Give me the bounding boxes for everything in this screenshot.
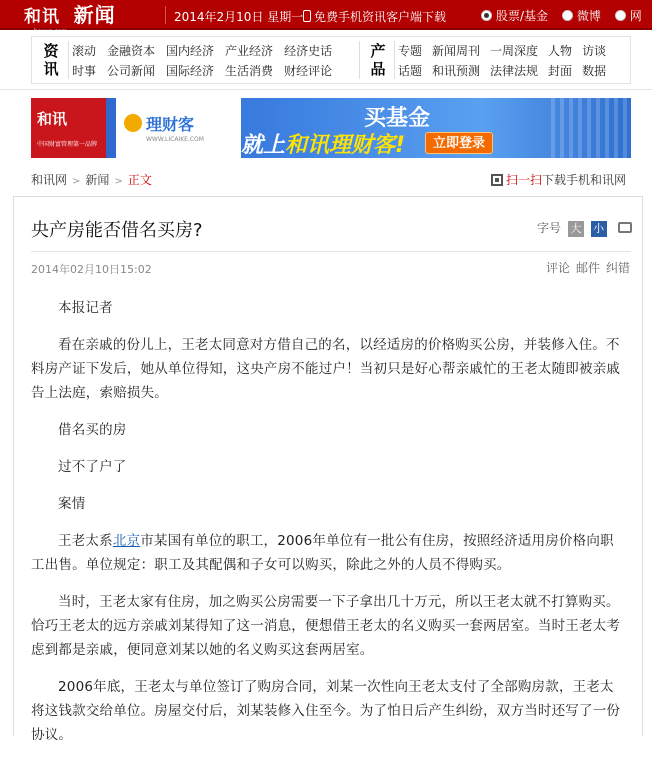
nav-link-people[interactable]: 人物 xyxy=(548,44,573,58)
nav-link-domestic-economy[interactable]: 国内经济 xyxy=(166,44,215,58)
divider xyxy=(31,251,631,252)
nav-link-weekly-depth[interactable]: 一周深度 xyxy=(490,44,539,58)
licaike-logo xyxy=(116,98,241,158)
font-size-large-button[interactable]: 大 xyxy=(568,221,584,237)
article-paragraph xyxy=(31,529,625,577)
scan-download-link[interactable] xyxy=(491,171,626,188)
font-size-small-button[interactable]: 小 xyxy=(591,221,607,237)
licaike-flower-icon xyxy=(124,114,142,132)
article-paragraph: 当时，王老太家有住房，加之购买公房需要一下子拿出几十万元，所以王老太就不打算购买。恰巧王老太的远方亲戚刘某得知了这一消息，便想借王老太的名义购买一套两居室。当时王老太考虑到都是亲戚，便同意刘某以她的名义购买这套两居室。 xyxy=(31,594,621,658)
publish-time: 2014年02月10日15:02 xyxy=(31,263,152,276)
radio-weibo[interactable] xyxy=(562,7,601,24)
breadcrumb-hexun[interactable]: 和讯网 xyxy=(31,173,68,187)
top-bar xyxy=(0,0,652,35)
radio-selected-icon xyxy=(481,10,492,21)
banner-slogan-prefix: 就上 xyxy=(241,133,286,158)
banner-slogan xyxy=(241,128,405,159)
nav-link-laws[interactable]: 法律法规 xyxy=(490,64,539,78)
article-title: 央产房能否借名买房? xyxy=(31,220,203,241)
nav-category-products xyxy=(363,42,393,78)
nav-category-char: 产 xyxy=(370,42,386,60)
divider xyxy=(165,6,166,24)
nav-link-finance-capital[interactable]: 金融资本 xyxy=(107,44,156,58)
radio-label: 股票/基金 xyxy=(496,9,549,23)
radio-web[interactable] xyxy=(615,7,642,24)
nav-link-consumer-life[interactable]: 生活消费 xyxy=(225,64,274,78)
comment-link[interactable]: 评论 xyxy=(546,261,571,275)
scan-label: 扫一扫 xyxy=(506,173,543,187)
channel-nav xyxy=(31,36,631,84)
radio-unselected-icon xyxy=(562,10,573,21)
paragraph-text: 市某国有单位的职工，2006年单位有一批公有住房，按照经济适用房价格向职工出售。单位规定：职工及其配偶和子女可以购买，除此之外的人员不得购买。 xyxy=(31,533,614,573)
nav-divider xyxy=(394,41,395,79)
divider xyxy=(0,89,652,90)
banner-logo-text: 和讯 xyxy=(37,110,68,128)
login-now-button[interactable]: 立即登录 xyxy=(425,132,493,154)
nav-divider xyxy=(68,41,69,79)
nav-link-cover[interactable]: 封面 xyxy=(548,64,573,78)
logo-brand: 和讯 xyxy=(24,7,60,27)
article-tools xyxy=(537,219,632,237)
banner-logo-subtitle: 中国财富管理第一品牌 xyxy=(37,141,98,148)
nav-link-data[interactable]: 数据 xyxy=(582,64,607,78)
article-body xyxy=(31,296,625,760)
nav-link-topics[interactable]: 专题 xyxy=(398,44,423,58)
licaike-name: 理财客 xyxy=(146,115,195,134)
article-subheading: 过不了户了 xyxy=(58,459,127,475)
scan-download-label: 下载手机和讯网 xyxy=(542,173,627,187)
nav-link-news-weekly[interactable]: 新闻周刊 xyxy=(432,44,481,58)
chevron-right-icon: > xyxy=(72,176,81,187)
article-subheading: 借名买的房 xyxy=(58,422,127,438)
nav-links-products xyxy=(398,41,616,81)
nav-link-financial-commentary[interactable]: 财经评论 xyxy=(284,64,333,78)
nav-category-news xyxy=(36,42,66,78)
article-paragraph: 看在亲戚的份儿上，王老太同意对方借自己的名，以经适房的价格购买公房，并装修入住。不料房产证下发后，她从单位得知，这央产房不能过户！当初只是好心帮亲戚忙的王老太随即被亲戚告上法庭，索赔损失。 xyxy=(31,337,621,401)
nav-divider xyxy=(359,41,360,79)
mobile-client-download-link[interactable] xyxy=(303,8,446,25)
nav-link-company-news[interactable]: 公司新闻 xyxy=(107,64,156,78)
licaike-url: WWW.LICAIKE.COM xyxy=(146,136,204,143)
banner-hexun-logo xyxy=(31,98,106,158)
nav-link-discussion[interactable]: 话题 xyxy=(398,64,423,78)
nav-link-interviews[interactable]: 访谈 xyxy=(582,44,607,58)
nav-link-rolling[interactable]: 滚动 xyxy=(72,44,97,58)
mobile-download-label: 免费手机资讯客户端下载 xyxy=(314,10,447,24)
breadcrumb-current: 正文 xyxy=(127,173,152,187)
radio-stock-fund[interactable] xyxy=(481,7,548,24)
nav-link-industry-economy[interactable]: 产业经济 xyxy=(225,44,274,58)
building-graphic xyxy=(551,98,631,158)
article-paragraph: 本报记者 xyxy=(58,300,113,316)
font-size-label: 字号 xyxy=(537,221,562,235)
banner-slogan-highlight: 和讯理财客! xyxy=(285,133,406,158)
print-icon[interactable] xyxy=(618,222,632,233)
article-paragraph: 2006年底，王老太与单位签订了购房合同，刘某一次性向王老太支付了全部购房款，王老太将这钱款交给单位。房屋交付后，刘某装修入住至今。为了怕日后产生纠纷，双方当时还写了一份协议。 xyxy=(31,679,621,743)
current-date: 2014年2月10日 星期一 xyxy=(174,10,304,24)
nav-links-news xyxy=(72,41,343,81)
paragraph-text: 王老太系 xyxy=(58,533,113,549)
beijing-keyword-link[interactable]: 北京 xyxy=(112,533,141,549)
nav-category-char: 品 xyxy=(370,60,386,78)
nav-link-economic-history[interactable]: 经济史话 xyxy=(284,44,333,58)
breadcrumb xyxy=(31,171,152,188)
article-actions xyxy=(546,259,630,276)
nav-category-char: 讯 xyxy=(43,60,59,78)
search-type-selector xyxy=(481,7,652,24)
qr-code-icon xyxy=(491,174,503,186)
breadcrumb-news[interactable]: 新闻 xyxy=(85,173,110,187)
chevron-right-icon: > xyxy=(114,176,123,187)
banner-headline: 买基金 xyxy=(364,106,431,131)
channel-name: 新闻 xyxy=(73,3,116,27)
radio-label: 微博 xyxy=(576,9,601,23)
licaike-banner-ad[interactable] xyxy=(31,98,631,158)
report-error-link[interactable]: 纠错 xyxy=(606,261,631,275)
email-link[interactable]: 邮件 xyxy=(576,261,601,275)
mobile-phone-icon xyxy=(303,10,311,22)
article-subheading: 案情 xyxy=(58,496,86,512)
hexun-logo[interactable] xyxy=(24,3,116,35)
radio-unselected-icon xyxy=(615,10,626,21)
nav-link-hexun-forecast[interactable]: 和讯预测 xyxy=(432,64,481,78)
radio-label: 网 xyxy=(629,9,642,23)
nav-link-international-economy[interactable]: 国际经济 xyxy=(166,64,215,78)
logo-url: hexun.com xyxy=(34,28,68,35)
nav-category-char: 资 xyxy=(43,42,59,60)
nav-link-current-affairs[interactable]: 时事 xyxy=(72,64,97,78)
